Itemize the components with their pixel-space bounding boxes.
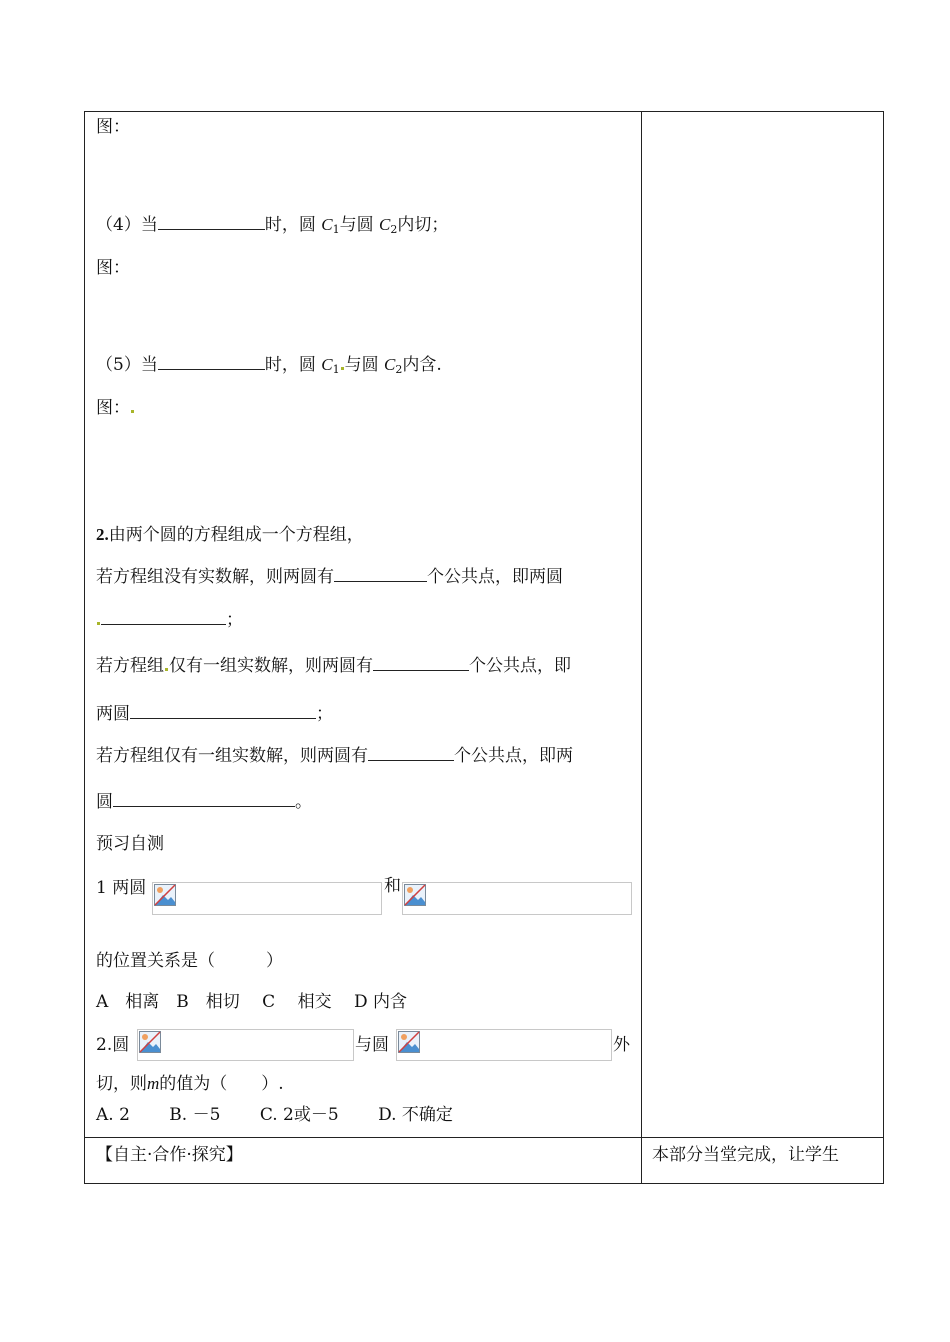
item-4-prefix: （4）当: [96, 215, 158, 235]
section-2-line-5: [96, 745, 573, 767]
line-5-tail: 个公共点，即两: [454, 746, 573, 766]
q2-prefix: 2.圆: [96, 1035, 130, 1055]
q2-end: 外: [613, 1035, 630, 1055]
broken-image-icon: [139, 1031, 161, 1053]
footer-right-note: 本部分当堂完成，让学生: [652, 1145, 839, 1165]
broken-image-icon: [398, 1031, 420, 1053]
line-1-tail: 个公共点，即两圆: [427, 567, 563, 587]
c2-symbol: C: [383, 355, 396, 374]
c2-subscript: 2: [395, 363, 403, 376]
marker-dot: [97, 622, 100, 625]
section-2-line-6: [96, 791, 312, 813]
item-5-blank[interactable]: [158, 354, 265, 370]
c1-symbol: C: [321, 355, 333, 374]
line-3-text-a: 若方程组: [96, 656, 164, 676]
item-5-line: [96, 354, 442, 381]
section-2-number: 2.: [96, 525, 109, 544]
q1-and: 和: [384, 876, 401, 896]
table-row-divider: [84, 1137, 884, 1138]
q2-line-2-b: 的值为（ ）.: [159, 1074, 284, 1094]
item-5-with: 与圆: [344, 355, 379, 375]
section-2-line-1: [96, 566, 563, 588]
c2-subscript: 2: [390, 223, 398, 236]
q1-circle-1-equation-image: [152, 882, 382, 915]
preview-heading: 预习自测: [96, 834, 164, 854]
line-3-text-b: 仅有一组实数解，则两圆有: [169, 656, 373, 676]
table-top-border: [84, 111, 884, 112]
blank-relation-1[interactable]: [101, 609, 226, 625]
q2-variable: m: [147, 1074, 160, 1093]
table-left-border: [84, 111, 85, 1184]
q1-circle-2-equation-image: [402, 882, 632, 915]
q2-circle-2-equation-image: [396, 1029, 612, 1061]
q2-mid: 与圆: [355, 1035, 389, 1055]
q2-circle-1-equation-image: [137, 1029, 354, 1061]
line-6-text: 圆: [96, 792, 113, 812]
line-2-end: ；: [226, 610, 243, 630]
c1-subscript: 1: [332, 363, 340, 376]
figure-label: 图：: [96, 258, 130, 278]
item-4-mid: 时，圆: [264, 215, 316, 235]
c2-symbol: C: [378, 215, 391, 234]
section-2-line-4: [96, 703, 333, 725]
q1-question: 的位置关系是（ ）: [96, 951, 283, 971]
q2-options: A. 2 B. －5 C. 2或－5 D. 不确定: [96, 1105, 453, 1125]
q2-line-2: [96, 1073, 284, 1095]
section-2-heading: 由两个圆的方程组成一个方程组，: [108, 525, 364, 545]
figure-label-line: [96, 397, 135, 419]
line-6-end: 。: [295, 792, 312, 812]
broken-image-icon: [404, 884, 426, 906]
item-5-prefix: （5）当: [96, 355, 158, 375]
figure-label: 图：: [96, 398, 130, 418]
line-4-text: 两圆: [96, 704, 130, 724]
c1-subscript: 1: [332, 223, 340, 236]
item-4-line: [96, 214, 448, 241]
q1-options: A 相离 B 相切 C 相交 D 内含: [96, 992, 408, 1012]
marker-dot: [131, 410, 134, 413]
c1-symbol: C: [321, 215, 333, 234]
blank-common-points-1[interactable]: [334, 566, 427, 582]
broken-image-icon: [154, 884, 176, 906]
section-2-line-3: [96, 655, 571, 677]
line-4-end: ；: [316, 704, 333, 724]
q2-line-2-a: 切，则: [96, 1074, 147, 1094]
blank-relation-3[interactable]: [113, 791, 295, 807]
item-5-mid: 时，圆: [264, 355, 316, 375]
figure-label: 图：: [96, 117, 130, 137]
q1-prefix: 1 两圆: [96, 878, 147, 898]
section-2-line-2: [96, 609, 243, 631]
item-4-blank[interactable]: [158, 214, 265, 230]
blank-relation-2[interactable]: [130, 703, 316, 719]
line-5-text: 若方程组仅有一组实数解，则两圆有: [96, 746, 368, 766]
section-2-title: [96, 524, 364, 546]
table-bottom-border: [84, 1183, 884, 1184]
marker-dot: [341, 367, 344, 370]
item-5-suffix: 内含.: [402, 355, 442, 375]
item-4-with: 与圆: [339, 215, 374, 235]
item-4-suffix: 内切；: [397, 215, 449, 235]
footer-left-heading: 【自主·合作·探究】: [96, 1145, 243, 1165]
table-column-divider: [641, 111, 642, 1184]
blank-common-points-3[interactable]: [368, 745, 454, 761]
marker-dot: [165, 668, 168, 671]
table-right-border: [883, 111, 884, 1184]
line-3-tail: 个公共点，即: [469, 656, 571, 676]
line-1-text: 若方程组没有实数解，则两圆有: [96, 567, 334, 587]
blank-common-points-2[interactable]: [373, 655, 469, 671]
